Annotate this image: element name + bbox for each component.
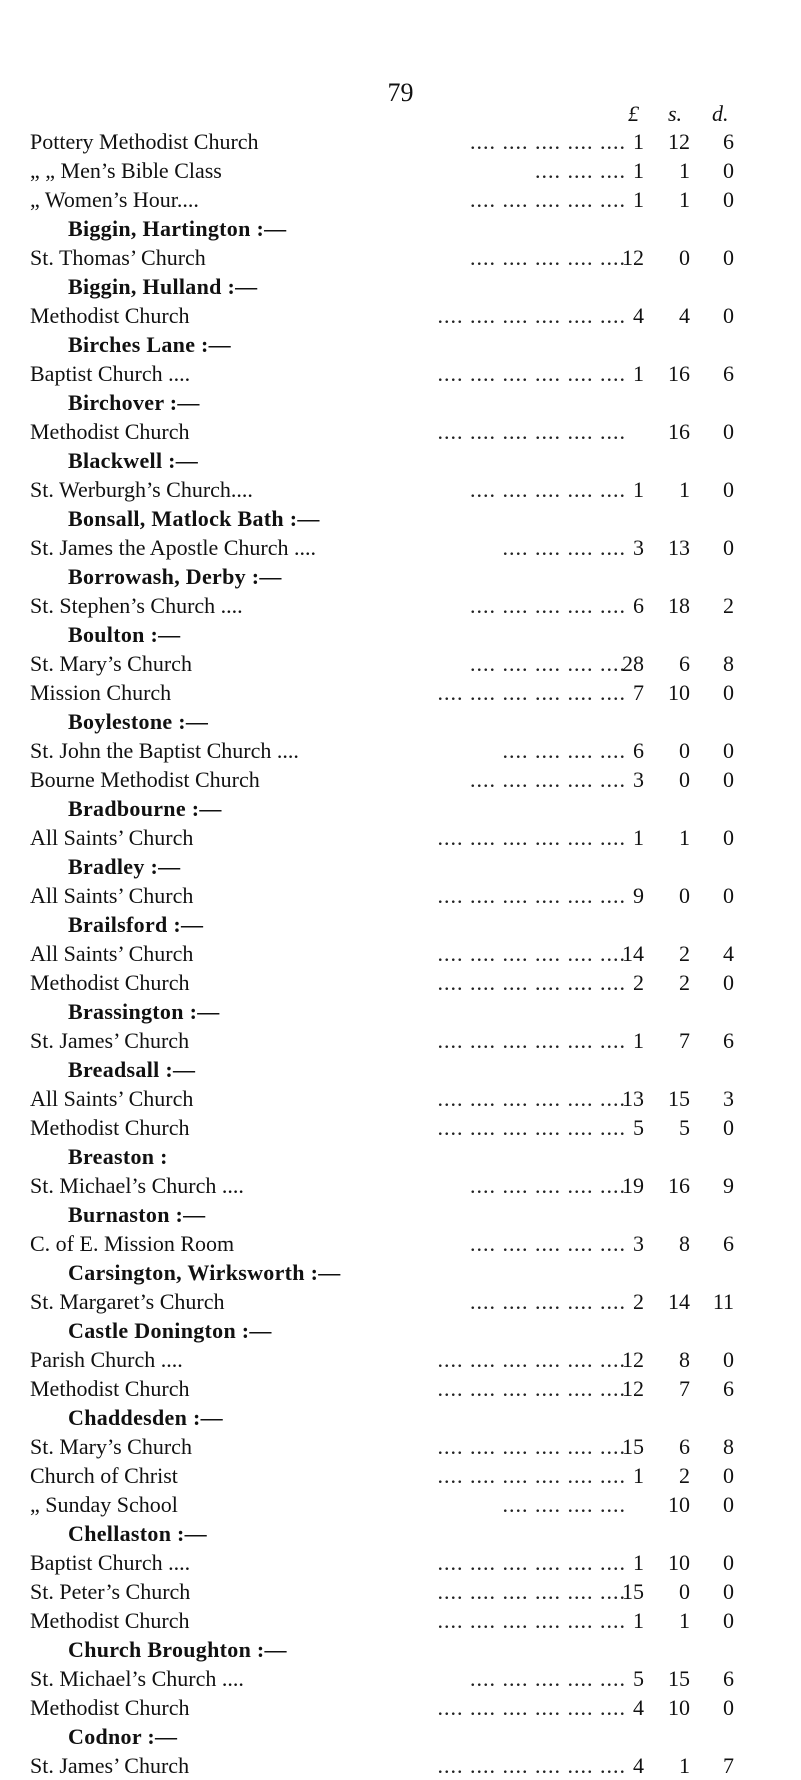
location-name: Brailsford :— xyxy=(68,912,204,937)
contribution-row xyxy=(0,649,801,678)
church-name: Baptist Church .... xyxy=(30,361,191,386)
pounds-value: 1 xyxy=(633,1550,644,1575)
leader-dots: .... .... .... .... .... xyxy=(470,129,626,154)
location-heading xyxy=(0,1055,801,1084)
pounds-value: 1 xyxy=(633,361,644,386)
location-name: Biggin, Hartington :— xyxy=(68,216,287,241)
location-name: Church Broughton :— xyxy=(68,1637,287,1662)
shillings-value: 6 xyxy=(679,651,690,676)
location-name: Carsington, Wirksworth :— xyxy=(68,1260,341,1285)
leader-dots: .... .... .... .... .... xyxy=(470,651,626,676)
pounds-value: 3 xyxy=(633,1231,644,1256)
shillings-value: 0 xyxy=(679,767,690,792)
pounds-value: 13 xyxy=(622,1086,644,1111)
contribution-row xyxy=(0,1113,801,1142)
church-name: St. Peter’s Church xyxy=(30,1579,191,1604)
pence-header: d. xyxy=(712,101,729,126)
pence-value: 6 xyxy=(723,129,734,154)
shillings-value: 14 xyxy=(668,1289,690,1314)
location-name: Chaddesden :— xyxy=(68,1405,223,1430)
church-name: St. Thomas’ Church xyxy=(30,245,206,270)
pounds-value: 6 xyxy=(633,593,644,618)
church-name: St. Michael’s Church .... xyxy=(30,1173,244,1198)
leader-dots: .... .... .... .... xyxy=(502,535,626,560)
contribution-row xyxy=(0,1171,801,1200)
location-heading xyxy=(0,794,801,823)
location-name: Breadsall :— xyxy=(68,1057,196,1082)
pounds-value: 19 xyxy=(622,1173,644,1198)
location-heading xyxy=(0,1258,801,1287)
pounds-value: 14 xyxy=(622,941,644,966)
leader-dots: .... .... .... .... .... xyxy=(470,1289,626,1314)
pence-value: 0 xyxy=(723,1492,734,1517)
leader-dots: .... .... .... .... .... .... xyxy=(437,883,626,908)
church-name: Methodist Church xyxy=(30,419,190,444)
pence-value: 0 xyxy=(723,1608,734,1633)
pence-value: 8 xyxy=(723,651,734,676)
pence-value: 0 xyxy=(723,158,734,183)
location-heading xyxy=(0,1635,801,1664)
church-name: St. Michael’s Church .... xyxy=(30,1666,244,1691)
shillings-value: 10 xyxy=(668,1492,690,1517)
church-name: St. Stephen’s Church .... xyxy=(30,593,243,618)
location-name: Boylestone :— xyxy=(68,709,209,734)
church-name: „ „ Men’s Bible Class xyxy=(30,158,222,183)
leader-dots: .... .... .... .... .... .... xyxy=(437,1086,626,1111)
contribution-row xyxy=(0,736,801,765)
location-name: Bonsall, Matlock Bath :— xyxy=(68,506,320,531)
church-name: St. Mary’s Church xyxy=(30,1434,192,1459)
pounds-value: 4 xyxy=(633,303,644,328)
church-name: „ Sunday School xyxy=(30,1492,178,1517)
contribution-row xyxy=(0,823,801,852)
leader-dots: .... .... .... .... .... xyxy=(470,593,626,618)
pence-value: 0 xyxy=(723,1550,734,1575)
location-heading xyxy=(0,330,801,359)
pence-value: 0 xyxy=(723,419,734,444)
pounds-value: 1 xyxy=(633,1028,644,1053)
contribution-row xyxy=(0,939,801,968)
location-heading xyxy=(0,388,801,417)
pounds-value: 6 xyxy=(633,738,644,763)
leader-dots: .... .... .... .... .... .... xyxy=(437,825,626,850)
contribution-row xyxy=(0,1548,801,1577)
pounds-value: 2 xyxy=(633,1289,644,1314)
contribution-row xyxy=(0,591,801,620)
shillings-value: 2 xyxy=(679,970,690,995)
contribution-row xyxy=(0,1432,801,1461)
pounds-value: 1 xyxy=(633,825,644,850)
location-name: Boulton :— xyxy=(68,622,181,647)
church-name: Methodist Church xyxy=(30,1608,190,1633)
location-heading xyxy=(0,707,801,736)
church-name: Church of Christ xyxy=(30,1463,178,1488)
shillings-value: 0 xyxy=(679,738,690,763)
shillings-value: 1 xyxy=(679,825,690,850)
shillings-value: 16 xyxy=(668,419,690,444)
contribution-row xyxy=(0,1606,801,1635)
location-name: Burnaston :— xyxy=(68,1202,206,1227)
church-name: St. James’ Church xyxy=(30,1753,190,1778)
location-name: Bradley :— xyxy=(68,854,181,879)
shillings-value: 12 xyxy=(668,129,690,154)
church-name: Pottery Methodist Church xyxy=(30,129,259,154)
shillings-value: 1 xyxy=(679,1608,690,1633)
location-name: Brassington :— xyxy=(68,999,220,1024)
shillings-value: 10 xyxy=(668,1550,690,1575)
leader-dots: .... .... .... .... .... xyxy=(470,1666,626,1691)
church-name: St. Werburgh’s Church.... xyxy=(30,477,253,502)
contribution-row xyxy=(0,1693,801,1722)
contribution-row xyxy=(0,301,801,330)
pence-value: 0 xyxy=(723,245,734,270)
contribution-row xyxy=(0,533,801,562)
pounds-value: 15 xyxy=(622,1579,644,1604)
location-name: Castle Donington :— xyxy=(68,1318,272,1343)
shillings-value: 10 xyxy=(668,1695,690,1720)
leader-dots: .... .... .... .... .... xyxy=(470,767,626,792)
pence-value: 6 xyxy=(723,1231,734,1256)
shillings-value: 13 xyxy=(668,535,690,560)
pounds-value: 2 xyxy=(633,970,644,995)
contribution-row xyxy=(0,417,801,446)
leader-dots: .... .... .... .... .... xyxy=(470,187,626,212)
location-heading xyxy=(0,562,801,591)
pence-value: 7 xyxy=(723,1753,734,1778)
contribution-row xyxy=(0,1229,801,1258)
pence-value: 11 xyxy=(712,1289,734,1314)
pence-value: 0 xyxy=(723,477,734,502)
location-heading xyxy=(0,214,801,243)
church-name: All Saints’ Church xyxy=(30,883,194,908)
pounds-value: 1 xyxy=(633,129,644,154)
pence-value: 0 xyxy=(723,767,734,792)
church-name: St. Mary’s Church xyxy=(30,651,192,676)
location-heading xyxy=(0,852,801,881)
location-heading xyxy=(0,1403,801,1432)
location-heading xyxy=(0,446,801,475)
leader-dots: .... .... .... .... .... .... xyxy=(437,1115,626,1140)
church-name: Baptist Church .... xyxy=(30,1550,191,1575)
location-heading xyxy=(0,620,801,649)
contribution-row xyxy=(0,475,801,504)
pence-value: 0 xyxy=(723,738,734,763)
shillings-value: 7 xyxy=(679,1028,690,1053)
shillings-value: 0 xyxy=(679,1579,690,1604)
contribution-row xyxy=(0,1345,801,1374)
contribution-row xyxy=(0,1026,801,1055)
church-name: Methodist Church xyxy=(30,1695,190,1720)
pence-value: 0 xyxy=(723,680,734,705)
contribution-row xyxy=(0,1461,801,1490)
leader-dots: .... .... .... .... .... .... xyxy=(437,970,626,995)
leader-dots: .... .... .... .... .... .... xyxy=(437,1434,626,1459)
pence-value: 0 xyxy=(723,883,734,908)
contribution-row xyxy=(0,185,801,214)
pence-value: 4 xyxy=(723,941,734,966)
leader-dots: .... .... .... .... .... .... xyxy=(437,1608,626,1633)
location-name: Biggin, Hulland :— xyxy=(68,274,258,299)
pence-value: 2 xyxy=(723,593,734,618)
contribution-row xyxy=(0,678,801,707)
pounds-value: 4 xyxy=(633,1753,644,1778)
leader-dots: .... .... .... .... .... xyxy=(470,477,626,502)
pounds-value: 12 xyxy=(622,245,644,270)
location-name: Codnor :— xyxy=(68,1724,178,1749)
pounds-value: 7 xyxy=(633,680,644,705)
church-name: St. James the Apostle Church .... xyxy=(30,535,316,560)
location-heading xyxy=(0,1519,801,1548)
leader-dots: .... .... .... .... .... .... xyxy=(437,1550,626,1575)
pence-value: 0 xyxy=(723,187,734,212)
church-name: Methodist Church xyxy=(30,1115,190,1140)
contribution-row xyxy=(0,968,801,997)
leader-dots: .... .... .... .... .... .... xyxy=(437,361,626,386)
pence-value: 0 xyxy=(723,970,734,995)
pounds-value: 3 xyxy=(633,767,644,792)
pence-value: 3 xyxy=(723,1086,734,1111)
pence-value: 0 xyxy=(723,825,734,850)
contribution-row xyxy=(0,1577,801,1606)
church-name: All Saints’ Church xyxy=(30,1086,194,1111)
church-name: St. James’ Church xyxy=(30,1028,190,1053)
currency-header xyxy=(600,101,730,127)
church-name: St. John the Baptist Church .... xyxy=(30,738,299,763)
location-heading xyxy=(0,1722,801,1751)
shillings-value: 18 xyxy=(668,593,690,618)
church-name: Methodist Church xyxy=(30,303,190,328)
shillings-value: 1 xyxy=(679,158,690,183)
pounds-value: 28 xyxy=(622,651,644,676)
leader-dots: .... .... .... .... .... .... xyxy=(437,1028,626,1053)
contribution-row xyxy=(0,1287,801,1316)
leader-dots: .... .... .... .... .... .... xyxy=(437,1347,626,1372)
church-name: All Saints’ Church xyxy=(30,941,194,966)
page-number: 79 xyxy=(387,78,414,107)
pounds-header: £ xyxy=(628,101,639,126)
pounds-value: 12 xyxy=(622,1347,644,1372)
pence-value: 0 xyxy=(723,1463,734,1488)
pence-value: 6 xyxy=(723,1666,734,1691)
contribution-row xyxy=(0,156,801,185)
shillings-value: 8 xyxy=(679,1347,690,1372)
pounds-value: 1 xyxy=(633,1463,644,1488)
pounds-value: 3 xyxy=(633,535,644,560)
pounds-value: 1 xyxy=(633,158,644,183)
location-heading xyxy=(0,910,801,939)
location-name: Borrowash, Derby :— xyxy=(68,564,282,589)
location-name: Bradbourne :— xyxy=(68,796,222,821)
location-name: Breaston : xyxy=(68,1144,168,1169)
contribution-row xyxy=(0,881,801,910)
contribution-row xyxy=(0,765,801,794)
leader-dots: .... .... .... .... xyxy=(502,738,626,763)
pence-value: 8 xyxy=(723,1434,734,1459)
leader-dots: .... .... .... .... .... .... xyxy=(437,419,626,444)
location-heading xyxy=(0,1142,801,1171)
shillings-value: 16 xyxy=(668,1173,690,1198)
shillings-value: 8 xyxy=(679,1231,690,1256)
church-name: Methodist Church xyxy=(30,970,190,995)
location-heading xyxy=(0,1200,801,1229)
location-name: Chellaston :— xyxy=(68,1521,207,1546)
shillings-value: 6 xyxy=(679,1434,690,1459)
pounds-value: 1 xyxy=(633,1608,644,1633)
pounds-value: 15 xyxy=(622,1434,644,1459)
leader-dots: .... .... .... .... .... .... xyxy=(437,1579,626,1604)
location-name: Birchover :— xyxy=(68,390,200,415)
shillings-value: 1 xyxy=(679,187,690,212)
shillings-value: 1 xyxy=(679,1753,690,1778)
pence-value: 6 xyxy=(723,1376,734,1401)
shillings-value: 0 xyxy=(679,245,690,270)
location-heading xyxy=(0,272,801,301)
contribution-row xyxy=(0,1084,801,1113)
shillings-value: 10 xyxy=(668,680,690,705)
leader-dots: .... .... .... .... .... .... xyxy=(437,303,626,328)
pounds-value: 9 xyxy=(633,883,644,908)
contribution-row xyxy=(0,359,801,388)
leader-dots: .... .... .... .... .... .... xyxy=(437,680,626,705)
pounds-value: 1 xyxy=(633,477,644,502)
church-name: Methodist Church xyxy=(30,1376,190,1401)
contribution-row xyxy=(0,243,801,272)
shillings-value: 15 xyxy=(668,1666,690,1691)
shillings-value: 4 xyxy=(679,303,690,328)
pence-value: 6 xyxy=(723,361,734,386)
location-heading xyxy=(0,1316,801,1345)
leader-dots: .... .... .... .... .... xyxy=(470,1173,626,1198)
leader-dots: .... .... .... .... xyxy=(502,1492,626,1517)
leader-dots: .... .... .... .... .... .... xyxy=(437,1463,626,1488)
shillings-value: 0 xyxy=(679,883,690,908)
church-name: All Saints’ Church xyxy=(30,825,194,850)
contribution-row xyxy=(0,1751,801,1780)
leader-dots: .... .... .... .... .... .... xyxy=(437,1753,626,1778)
pence-value: 0 xyxy=(723,1579,734,1604)
shillings-header: s. xyxy=(668,101,683,126)
leader-dots: .... .... .... .... .... .... xyxy=(437,1376,626,1401)
church-name: Parish Church .... xyxy=(30,1347,183,1372)
church-name: „ Women’s Hour.... xyxy=(30,187,199,212)
contribution-row xyxy=(0,1664,801,1693)
pence-value: 0 xyxy=(723,1115,734,1140)
location-heading xyxy=(0,997,801,1026)
shillings-value: 15 xyxy=(668,1086,690,1111)
pounds-value: 5 xyxy=(633,1666,644,1691)
shillings-value: 5 xyxy=(679,1115,690,1140)
pounds-value: 5 xyxy=(633,1115,644,1140)
shillings-value: 7 xyxy=(679,1376,690,1401)
pence-value: 0 xyxy=(723,1695,734,1720)
shillings-value: 1 xyxy=(679,477,690,502)
pence-value: 0 xyxy=(723,1347,734,1372)
location-heading xyxy=(0,504,801,533)
church-name: St. Margaret’s Church xyxy=(30,1289,225,1314)
shillings-value: 2 xyxy=(679,1463,690,1488)
shillings-value: 16 xyxy=(668,361,690,386)
contribution-row xyxy=(0,1490,801,1519)
church-name: C. of E. Mission Room xyxy=(30,1231,235,1256)
contribution-row xyxy=(0,127,801,156)
leader-dots: .... .... .... .... .... xyxy=(470,1231,626,1256)
church-name: Mission Church xyxy=(30,680,172,705)
location-name: Blackwell :— xyxy=(68,448,199,473)
pence-value: 9 xyxy=(723,1173,734,1198)
church-name: Bourne Methodist Church xyxy=(30,767,260,792)
pounds-value: 4 xyxy=(633,1695,644,1720)
leader-dots: .... .... .... .... .... xyxy=(470,245,626,270)
pence-value: 6 xyxy=(723,1028,734,1053)
leader-dots: .... .... .... .... .... .... xyxy=(437,941,626,966)
pounds-value: 1 xyxy=(633,187,644,212)
pence-value: 0 xyxy=(723,303,734,328)
pounds-value: 12 xyxy=(622,1376,644,1401)
pence-value: 0 xyxy=(723,535,734,560)
shillings-value: 2 xyxy=(679,941,690,966)
contribution-list xyxy=(0,127,801,1780)
leader-dots: .... .... .... xyxy=(535,158,626,183)
location-name: Birches Lane :— xyxy=(68,332,231,357)
contribution-row xyxy=(0,1374,801,1403)
leader-dots: .... .... .... .... .... .... xyxy=(437,1695,626,1720)
